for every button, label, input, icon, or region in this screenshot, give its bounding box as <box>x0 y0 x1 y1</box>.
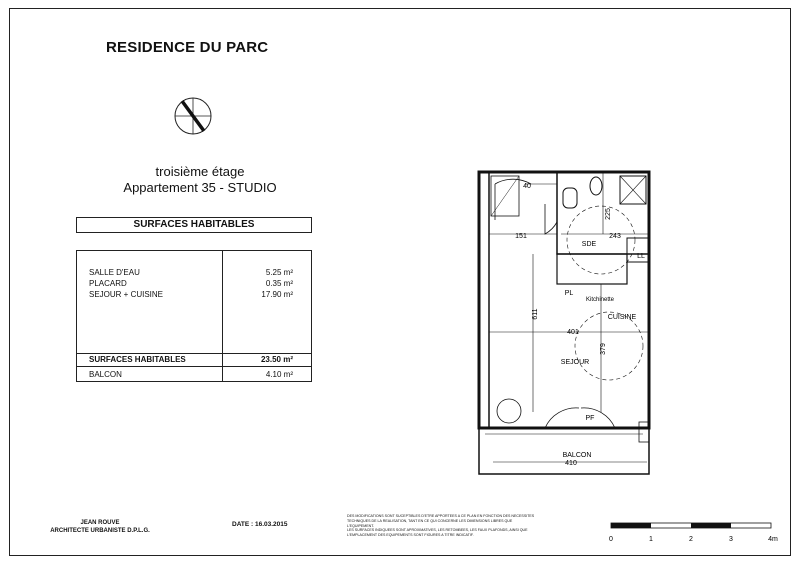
room-sejour: SEJOUR <box>560 359 590 366</box>
divider-line <box>77 366 311 367</box>
dim-379: 379 <box>600 343 607 355</box>
architect-title: ARCHITECTE URBANISTE D.P.L.G. <box>50 528 150 534</box>
architect-name: JEAN ROUVE <box>80 520 120 526</box>
balcony-label: BALCON <box>89 370 122 379</box>
north-compass-icon <box>170 93 216 139</box>
row-value: 5.25 m² <box>265 268 293 277</box>
total-row <box>77 355 311 365</box>
room-sde: SDE <box>581 241 597 248</box>
scale-tick: 4m <box>768 536 778 543</box>
divider-line <box>77 353 311 354</box>
floor-plan <box>465 164 665 482</box>
dim-611: 611 <box>532 308 539 320</box>
room-pl: PL <box>564 290 574 297</box>
dim-410: 410 <box>565 460 577 467</box>
balcony-row <box>77 370 311 380</box>
table-row <box>77 290 311 300</box>
toilet-icon <box>563 188 577 208</box>
table-row <box>77 268 311 278</box>
dim-40: 40 <box>523 183 531 190</box>
scale-tick: 1 <box>649 536 653 543</box>
total-value: 23.50 m² <box>260 355 293 364</box>
architect-block <box>30 519 170 535</box>
room-cuisine: CUISINE <box>607 314 637 321</box>
floor-name: troisième étage <box>155 164 245 179</box>
dim-225: 225 <box>605 208 612 220</box>
scale-bar <box>606 519 784 549</box>
row-label: SEJOUR + CUISINE <box>89 290 164 299</box>
balcony-area <box>479 428 649 474</box>
scale-tick: 3 <box>729 536 733 543</box>
row-label: SALLE D'EAU <box>89 268 140 277</box>
scale-tick: 0 <box>609 536 613 543</box>
plan-date: DATE : 16.03.2015 <box>232 521 288 528</box>
row-value: 17.90 m² <box>261 290 293 299</box>
surfaces-table-heading: SURFACES HABITABLES <box>76 217 312 233</box>
apartment-label <box>90 164 310 196</box>
note-line: L'EMPLACEMENT DES EQUIPEMENTS SONT FIGURES A TITRE INDICATIF. <box>347 533 474 538</box>
room-balcon: BALCON <box>562 452 592 459</box>
surfaces-table-body <box>76 250 312 382</box>
sink-icon <box>590 177 602 195</box>
note-line: DES MODIFICATIONS SONT SUCEPTIBLES D'ETRE APPORTEES A CE PLAN EN FONCTION DES NECESSITES <box>347 514 535 518</box>
total-label: SURFACES HABITABLES <box>89 355 186 364</box>
surfaces-table <box>76 217 312 381</box>
dim-151: 151 <box>515 233 527 240</box>
note-line: L'EQUIPEMENT. <box>347 523 375 528</box>
row-label: PLACARD <box>89 279 127 288</box>
unit-name: Appartement 35 - STUDIO <box>123 180 277 195</box>
note-line: LES SURFACES INDIQUEES SONT APROXIMATIVES, LES RETOMBEES, LES FAUX PLAFONDS, AINSI QUE <box>347 528 528 533</box>
disclaimer-notes <box>347 514 572 538</box>
row-value: 0.35 m² <box>265 279 293 288</box>
room-ll: LL <box>637 253 645 260</box>
room-pf: PF <box>585 415 595 422</box>
table-row <box>77 279 311 289</box>
residence-title: RESIDENCE DU PARC <box>106 39 269 56</box>
dim-401: 401 <box>567 329 579 336</box>
room-kitchenette: Kitchinette <box>585 297 615 303</box>
dim-243: 243 <box>609 233 621 240</box>
plan-sheet <box>9 8 791 556</box>
note-line: TECHNIQUES DE LA REALISATION, TANT EN CE QUI CONCERNE LES DIMENSIONS LIBRES QUE <box>347 518 513 523</box>
balcony-value: 4.10 m² <box>265 370 293 379</box>
kitchen-counter <box>557 254 627 284</box>
scale-tick: 2 <box>689 536 693 543</box>
